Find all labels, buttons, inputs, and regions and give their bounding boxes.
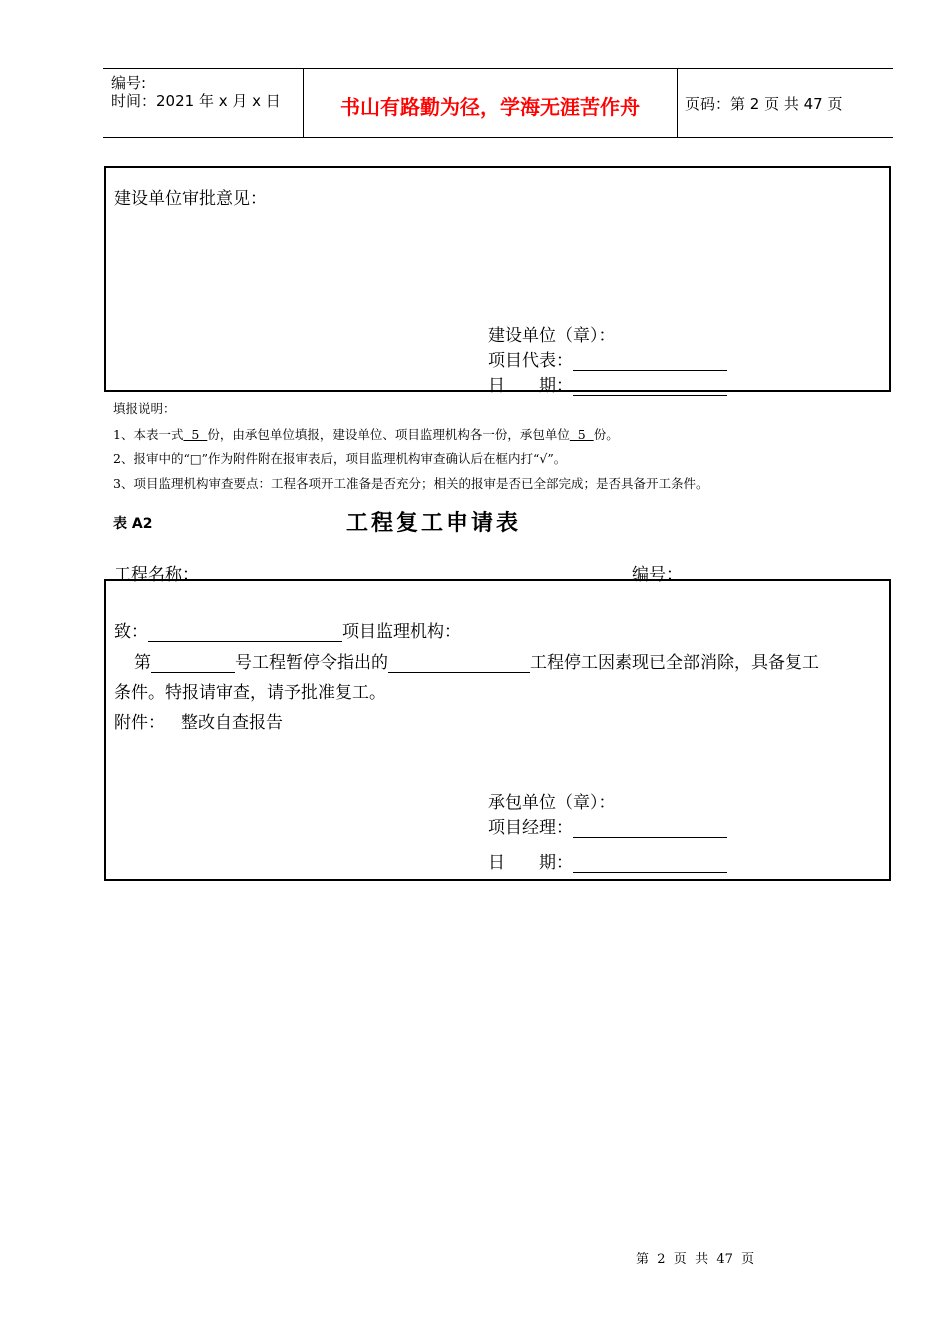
header-motto: 书山有路勤为径，学海无涯苦作舟 — [340, 95, 640, 119]
note-1-copies: 5 — [183, 427, 208, 442]
page-header — [103, 68, 893, 138]
note-2: 2、报审中的“□”作为附件附在报审表后，项目监理机构审查确认后在框内打“√”。 — [113, 451, 567, 466]
resume-line-c: 工程停工因素现已全部消除，具备复工 — [530, 653, 819, 673]
approval-rep-row — [488, 346, 727, 371]
attachment-row — [114, 708, 283, 733]
note-3: 3、项目监理机构审查要点：工程各项开工准备是否充分；相关的报审是否已全部完成；是否具备开工条件。 — [113, 476, 709, 491]
resume-line-b: 号工程暂停令指出的 — [235, 653, 388, 673]
note-1-post: 份。 — [593, 427, 619, 442]
resume-line-a: 第 — [134, 653, 151, 673]
suspended-work-field[interactable] — [388, 654, 530, 673]
header-motto-cell — [303, 69, 678, 137]
manager-row — [488, 813, 727, 838]
table-number-label: 编号： — [632, 565, 683, 585]
resume-line-3: 条件。特报请审查，请予批准复工。 — [114, 683, 386, 703]
application-date-label: 日 期： — [488, 853, 573, 873]
attachment-label: 附件： — [114, 713, 165, 733]
page-footer: 第 2 页 共 47 页 — [636, 1252, 755, 1267]
to-suffix: 项目监理机构： — [342, 622, 461, 642]
to-label: 致： — [114, 622, 148, 642]
approval-rep-field[interactable] — [573, 352, 727, 371]
manager-label: 项目经理： — [488, 818, 573, 838]
header-number-label: 编号: — [111, 74, 147, 92]
project-name-label: 工程名称： — [114, 565, 199, 585]
suspension-order-number-field[interactable] — [151, 654, 235, 673]
attachment-item: 整改自查报告 — [181, 713, 283, 733]
approval-date-row — [488, 371, 727, 396]
notes-heading: 填报说明： — [113, 401, 176, 416]
application-date-field[interactable] — [573, 854, 727, 873]
note-1-mid: 份，由承包单位填报，建设单位、项目监理机构各一份，承包单位 — [207, 427, 570, 442]
approval-rep-label: 项目代表： — [488, 351, 573, 371]
approval-date-field[interactable] — [573, 377, 727, 396]
header-time-label: 时间：2021 年 x 月 x 日 — [111, 92, 281, 110]
contractor-label: 承包单位（章）： — [488, 793, 616, 813]
note-1-copies-2: 5 — [569, 427, 594, 442]
application-date-row — [488, 848, 727, 873]
header-page-label: 页码：第 2 页 共 47 页 — [685, 95, 843, 113]
note-1-pre: 1、本表一式 — [113, 427, 184, 442]
approval-title: 建设单位审批意见： — [114, 189, 267, 209]
resume-statement-row — [134, 648, 819, 673]
manager-field[interactable] — [573, 819, 727, 838]
approval-unit-label: 建设单位（章）： — [488, 326, 616, 346]
to-row — [114, 617, 461, 642]
header-page-cell — [677, 69, 893, 137]
approval-date-label: 日 期： — [488, 376, 573, 396]
note-1 — [113, 425, 619, 443]
table-code: 表 A2 — [113, 516, 153, 532]
to-field[interactable] — [148, 623, 342, 642]
header-left-cell — [103, 69, 304, 137]
table-title: 工程复工申请表 — [346, 511, 522, 536]
